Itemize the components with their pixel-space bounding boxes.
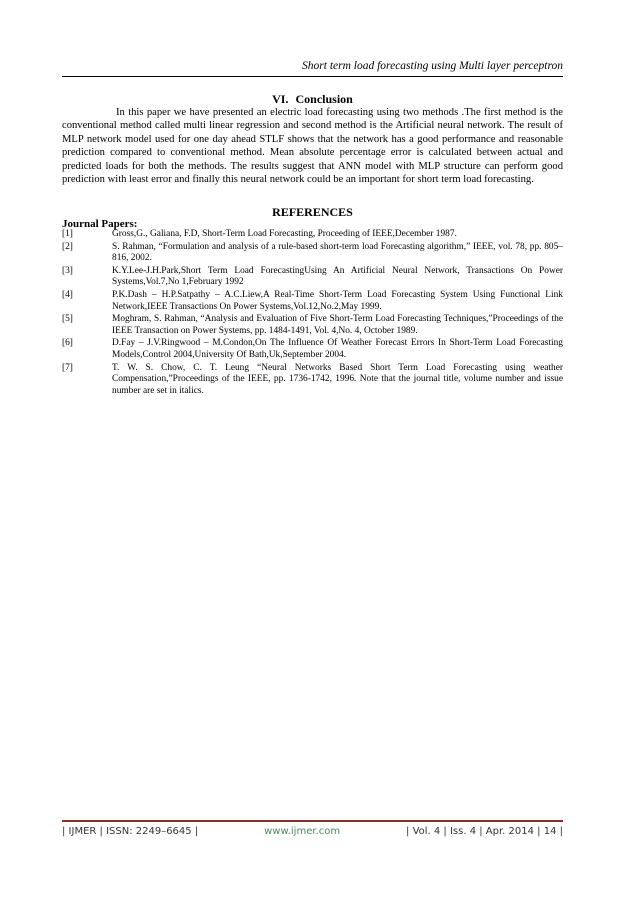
conclusion-paragraph: In this paper we have presented an electric load forecasting using two methods .The first method is the conventional method called multi linear regression and second method is the Artificial neural network. The result of MLP network model used for one day ahead STLF shows that the network has a good performance and reasonable prediction compared to conventional method. Mean absolute percentage error is calculated between actual and predicted loads for both the methods. The results suggest that ANN model with MLP structure can perform good prediction with least error and finally this neural network could be an important for short term load forecasting. xyxy=(62,107,563,186)
reference-text: Gross,G., Galiana, F.D, Short-Term Load Forecasting, Proceeding of IEEE,December 1987. xyxy=(112,229,457,239)
reference-number: [7] xyxy=(62,362,73,373)
reference-item xyxy=(62,266,563,289)
reference-list xyxy=(62,229,563,398)
reference-text: S. Rahman, “Formulation and analysis of a rule-based short-term load Forecasting algorithm,” IEEE, vol. 78, pp. 805–816, 2002. xyxy=(112,241,563,264)
footer-issue-info: | Vol. 4 | Iss. 4 | Apr. 2014 | 14 | xyxy=(406,826,563,837)
footer-journal-info: | IJMER | ISSN: 2249–6645 | xyxy=(62,826,199,837)
section-heading xyxy=(62,92,563,107)
header-rule xyxy=(62,76,563,77)
reference-number: [6] xyxy=(62,338,73,349)
references-title: REFERENCES xyxy=(272,205,353,219)
running-head: Short term load forecasting using Multi layer perceptron xyxy=(302,60,563,72)
reference-item xyxy=(62,290,563,313)
reference-item xyxy=(62,338,563,361)
reference-number: [1] xyxy=(62,229,73,239)
reference-item xyxy=(62,363,563,398)
section-number: VI. xyxy=(272,92,289,106)
reference-number: [2] xyxy=(62,241,73,252)
reference-number: [4] xyxy=(62,289,73,300)
page-footer xyxy=(62,826,563,837)
footer-rule xyxy=(62,820,563,822)
footer-website-link[interactable]: www.ijmer.com xyxy=(264,826,341,837)
reference-item xyxy=(62,242,563,265)
reference-item xyxy=(62,229,563,241)
reference-number: [3] xyxy=(62,265,73,276)
reference-text: P.K.Dash – H.P.Satpathy – A.C.Liew,A Real-Time Short-Term Load Forecasting System Using Functional Link Network,IEEE Transactions On Power Systems,Vol.12,No.2,May 1999. xyxy=(112,289,563,312)
reference-number: [5] xyxy=(62,314,73,325)
journal-papers-subhead: Journal Papers: xyxy=(62,218,138,230)
reference-text: Moghram, S. Rahman, “Analysis and Evaluation of Five Short-Term Load Forecasting Techniques,”Proceedings of the IEEE Transaction on Power Systems, pp. 1484-1491, Vol. 4,No. 4, October 1989. xyxy=(112,314,563,336)
reference-text: D.Fay – J.V.Ringwood – M.Condon,On The Influence Of Weather Forecast Errors In Short-Term Load Forecasting Models,Control 2004,University Of Bath,Uk,September 2004. xyxy=(112,338,563,360)
reference-item xyxy=(62,314,563,337)
reference-text: T. W. S. Chow, C. T. Leung “Neural Networks Based Short Term Load Forecasting using weather Compensation,”Proceedings of the IEEE, pp. 1736-1742, 1996. Note that the journal title, volume number and issue number are set in italics. xyxy=(112,362,563,396)
reference-text: K.Y.Lee-J.H.Park,Short Term Load ForecastingUsing An Artificial Neural Network, Transactions On Power Systems,Vol.7,No 1,February 1992 xyxy=(112,265,563,288)
section-title: Conclusion xyxy=(295,92,353,106)
